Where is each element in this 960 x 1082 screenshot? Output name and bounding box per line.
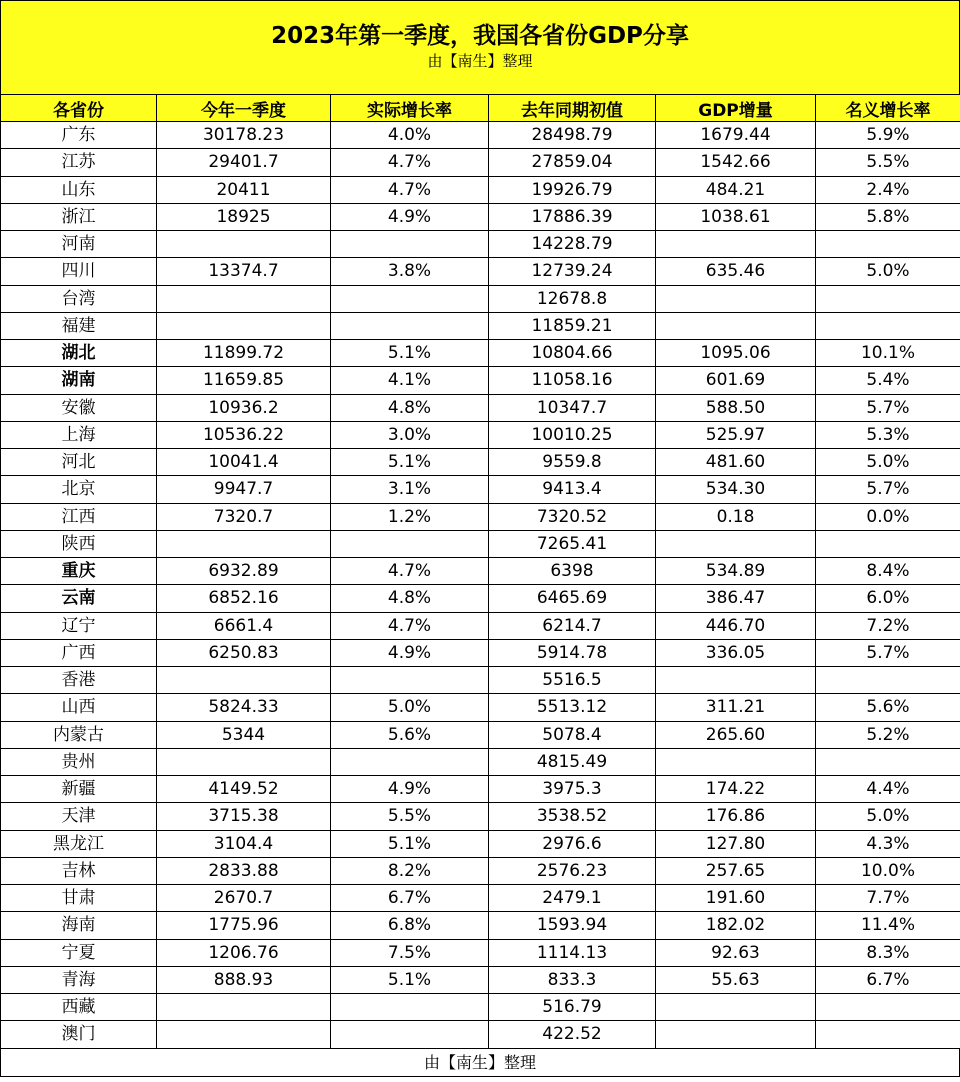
table-row bbox=[1, 748, 960, 775]
real-growth-cell bbox=[331, 994, 489, 1021]
gdp-increase-cell bbox=[656, 1021, 816, 1048]
real-growth-cell: 6.7% bbox=[331, 885, 489, 912]
province-cell: 新疆 bbox=[1, 776, 157, 803]
nominal-growth-cell: 5.4% bbox=[816, 367, 960, 394]
table-row bbox=[1, 122, 960, 149]
province-cell: 江苏 bbox=[1, 149, 157, 176]
table-row bbox=[1, 776, 960, 803]
real-growth-cell bbox=[331, 667, 489, 694]
q1-gdp-cell bbox=[157, 748, 331, 775]
real-growth-cell: 5.1% bbox=[331, 449, 489, 476]
gdp-increase-cell bbox=[656, 231, 816, 258]
province-cell: 青海 bbox=[1, 966, 157, 993]
gdp-increase-cell: 601.69 bbox=[656, 367, 816, 394]
table-row bbox=[1, 149, 960, 176]
real-growth-cell: 3.8% bbox=[331, 258, 489, 285]
real-growth-cell: 5.1% bbox=[331, 340, 489, 367]
q1-gdp-cell: 2670.7 bbox=[157, 885, 331, 912]
real-growth-cell: 5.1% bbox=[331, 966, 489, 993]
province-cell: 澳门 bbox=[1, 1021, 157, 1048]
prev-year-cell: 9413.4 bbox=[489, 476, 656, 503]
nominal-growth-cell: 5.7% bbox=[816, 639, 960, 666]
q1-gdp-cell: 888.93 bbox=[157, 966, 331, 993]
nominal-growth-cell bbox=[816, 1021, 960, 1048]
real-growth-cell: 7.5% bbox=[331, 939, 489, 966]
prev-year-cell: 10804.66 bbox=[489, 340, 656, 367]
prev-year-cell: 10010.25 bbox=[489, 421, 656, 448]
real-growth-cell: 5.6% bbox=[331, 721, 489, 748]
province-cell: 广东 bbox=[1, 122, 157, 149]
prev-year-cell: 6465.69 bbox=[489, 585, 656, 612]
prev-year-cell: 11058.16 bbox=[489, 367, 656, 394]
column-header-real-growth: 实际增长率 bbox=[331, 95, 489, 122]
province-cell: 安徽 bbox=[1, 394, 157, 421]
nominal-growth-cell: 11.4% bbox=[816, 912, 960, 939]
prev-year-cell: 14228.79 bbox=[489, 231, 656, 258]
nominal-growth-cell bbox=[816, 231, 960, 258]
real-growth-cell: 5.0% bbox=[331, 694, 489, 721]
q1-gdp-cell: 11899.72 bbox=[157, 340, 331, 367]
real-growth-cell: 6.8% bbox=[331, 912, 489, 939]
table-row bbox=[1, 612, 960, 639]
q1-gdp-cell: 10041.4 bbox=[157, 449, 331, 476]
nominal-growth-cell: 5.7% bbox=[816, 394, 960, 421]
real-growth-cell bbox=[331, 1021, 489, 1048]
real-growth-cell: 1.2% bbox=[331, 503, 489, 530]
gdp-increase-cell: 55.63 bbox=[656, 966, 816, 993]
q1-gdp-cell: 6661.4 bbox=[157, 612, 331, 639]
q1-gdp-cell: 2833.88 bbox=[157, 857, 331, 884]
prev-year-cell: 3538.52 bbox=[489, 803, 656, 830]
gdp-increase-cell: 1095.06 bbox=[656, 340, 816, 367]
province-cell: 湖北 bbox=[1, 340, 157, 367]
province-cell: 上海 bbox=[1, 421, 157, 448]
page-title: 2023年第一季度，我国各省份GDP分享 bbox=[271, 23, 689, 49]
column-header-q1: 今年一季度 bbox=[157, 95, 331, 122]
gdp-increase-cell: 182.02 bbox=[656, 912, 816, 939]
q1-gdp-cell: 1206.76 bbox=[157, 939, 331, 966]
gdp-increase-cell: 534.89 bbox=[656, 558, 816, 585]
q1-gdp-cell: 10936.2 bbox=[157, 394, 331, 421]
prev-year-cell: 17886.39 bbox=[489, 203, 656, 230]
q1-gdp-cell: 4149.52 bbox=[157, 776, 331, 803]
real-growth-cell: 4.9% bbox=[331, 203, 489, 230]
gdp-increase-cell bbox=[656, 994, 816, 1021]
prev-year-cell: 6398 bbox=[489, 558, 656, 585]
table-row bbox=[1, 285, 960, 312]
nominal-growth-cell: 7.7% bbox=[816, 885, 960, 912]
table-row bbox=[1, 803, 960, 830]
q1-gdp-cell: 11659.85 bbox=[157, 367, 331, 394]
real-growth-cell bbox=[331, 530, 489, 557]
nominal-growth-cell: 5.7% bbox=[816, 476, 960, 503]
prev-year-cell: 5516.5 bbox=[489, 667, 656, 694]
nominal-growth-cell: 8.3% bbox=[816, 939, 960, 966]
real-growth-cell: 4.8% bbox=[331, 585, 489, 612]
real-growth-cell bbox=[331, 285, 489, 312]
province-cell: 四川 bbox=[1, 258, 157, 285]
gdp-increase-cell: 127.80 bbox=[656, 830, 816, 857]
real-growth-cell: 3.1% bbox=[331, 476, 489, 503]
q1-gdp-cell: 7320.7 bbox=[157, 503, 331, 530]
column-header-gdp-increase: GDP增量 bbox=[656, 95, 816, 122]
prev-year-cell: 28498.79 bbox=[489, 122, 656, 149]
province-cell: 海南 bbox=[1, 912, 157, 939]
nominal-growth-cell: 2.4% bbox=[816, 176, 960, 203]
gdp-increase-cell: 311.21 bbox=[656, 694, 816, 721]
gdp-increase-cell: 257.65 bbox=[656, 857, 816, 884]
nominal-growth-cell: 5.5% bbox=[816, 149, 960, 176]
prev-year-cell: 2576.23 bbox=[489, 857, 656, 884]
q1-gdp-cell: 6852.16 bbox=[157, 585, 331, 612]
prev-year-cell: 12739.24 bbox=[489, 258, 656, 285]
table-row bbox=[1, 639, 960, 666]
province-cell: 黑龙江 bbox=[1, 830, 157, 857]
prev-year-cell: 12678.8 bbox=[489, 285, 656, 312]
nominal-growth-cell bbox=[816, 748, 960, 775]
table-row bbox=[1, 939, 960, 966]
province-cell: 云南 bbox=[1, 585, 157, 612]
table-row bbox=[1, 558, 960, 585]
gdp-increase-cell: 176.86 bbox=[656, 803, 816, 830]
prev-year-cell: 422.52 bbox=[489, 1021, 656, 1048]
table-row bbox=[1, 721, 960, 748]
real-growth-cell: 3.0% bbox=[331, 421, 489, 448]
nominal-growth-cell bbox=[816, 285, 960, 312]
nominal-growth-cell: 4.4% bbox=[816, 776, 960, 803]
prev-year-cell: 27859.04 bbox=[489, 149, 656, 176]
province-cell: 山西 bbox=[1, 694, 157, 721]
nominal-growth-cell: 5.3% bbox=[816, 421, 960, 448]
table-body bbox=[1, 122, 960, 1049]
table-row bbox=[1, 503, 960, 530]
q1-gdp-cell: 3104.4 bbox=[157, 830, 331, 857]
q1-gdp-cell bbox=[157, 285, 331, 312]
q1-gdp-cell bbox=[157, 231, 331, 258]
province-cell: 河南 bbox=[1, 231, 157, 258]
prev-year-cell: 1114.13 bbox=[489, 939, 656, 966]
footer-note: 由【南生】整理 bbox=[0, 1049, 960, 1077]
nominal-growth-cell bbox=[816, 312, 960, 339]
province-cell: 广西 bbox=[1, 639, 157, 666]
prev-year-cell: 2479.1 bbox=[489, 885, 656, 912]
prev-year-cell: 9559.8 bbox=[489, 449, 656, 476]
table-row bbox=[1, 340, 960, 367]
real-growth-cell bbox=[331, 312, 489, 339]
prev-year-cell: 19926.79 bbox=[489, 176, 656, 203]
prev-year-cell: 516.79 bbox=[489, 994, 656, 1021]
nominal-growth-cell: 6.0% bbox=[816, 585, 960, 612]
q1-gdp-cell bbox=[157, 312, 331, 339]
table-row bbox=[1, 312, 960, 339]
q1-gdp-cell: 13374.7 bbox=[157, 258, 331, 285]
gdp-increase-cell: 1542.66 bbox=[656, 149, 816, 176]
table-row bbox=[1, 231, 960, 258]
province-cell: 天津 bbox=[1, 803, 157, 830]
nominal-growth-cell: 4.3% bbox=[816, 830, 960, 857]
q1-gdp-cell: 6250.83 bbox=[157, 639, 331, 666]
gdp-increase-cell: 534.30 bbox=[656, 476, 816, 503]
nominal-growth-cell bbox=[816, 667, 960, 694]
nominal-growth-cell: 8.4% bbox=[816, 558, 960, 585]
q1-gdp-cell bbox=[157, 1021, 331, 1048]
prev-year-cell: 5914.78 bbox=[489, 639, 656, 666]
table-row bbox=[1, 912, 960, 939]
table-row bbox=[1, 585, 960, 612]
real-growth-cell: 4.7% bbox=[331, 558, 489, 585]
real-growth-cell: 5.1% bbox=[331, 830, 489, 857]
gdp-increase-cell: 1038.61 bbox=[656, 203, 816, 230]
nominal-growth-cell bbox=[816, 530, 960, 557]
table-row bbox=[1, 966, 960, 993]
column-header-prev-year: 去年同期初值 bbox=[489, 95, 656, 122]
page-subtitle: 由【南生】整理 bbox=[427, 52, 533, 70]
gdp-increase-cell: 92.63 bbox=[656, 939, 816, 966]
province-cell: 吉林 bbox=[1, 857, 157, 884]
table-row bbox=[1, 694, 960, 721]
table-row bbox=[1, 258, 960, 285]
province-cell: 北京 bbox=[1, 476, 157, 503]
q1-gdp-cell bbox=[157, 530, 331, 557]
column-header-province: 各省份 bbox=[1, 95, 157, 122]
prev-year-cell: 11859.21 bbox=[489, 312, 656, 339]
column-header-nominal-growth: 名义增长率 bbox=[816, 95, 960, 122]
province-cell: 甘肃 bbox=[1, 885, 157, 912]
real-growth-cell bbox=[331, 748, 489, 775]
table-row bbox=[1, 421, 960, 448]
province-cell: 山东 bbox=[1, 176, 157, 203]
nominal-growth-cell bbox=[816, 994, 960, 1021]
title-block bbox=[0, 0, 960, 94]
prev-year-cell: 2976.6 bbox=[489, 830, 656, 857]
nominal-growth-cell: 5.0% bbox=[816, 449, 960, 476]
table-row bbox=[1, 476, 960, 503]
gdp-increase-cell: 191.60 bbox=[656, 885, 816, 912]
table-row bbox=[1, 530, 960, 557]
gdp-increase-cell: 336.05 bbox=[656, 639, 816, 666]
table-row bbox=[1, 367, 960, 394]
prev-year-cell: 10347.7 bbox=[489, 394, 656, 421]
prev-year-cell: 5078.4 bbox=[489, 721, 656, 748]
gdp-increase-cell: 481.60 bbox=[656, 449, 816, 476]
gdp-increase-cell bbox=[656, 748, 816, 775]
prev-year-cell: 833.3 bbox=[489, 966, 656, 993]
gdp-increase-cell: 635.46 bbox=[656, 258, 816, 285]
prev-year-cell: 4815.49 bbox=[489, 748, 656, 775]
province-cell: 湖南 bbox=[1, 367, 157, 394]
gdp-increase-cell: 1679.44 bbox=[656, 122, 816, 149]
gdp-increase-cell bbox=[656, 285, 816, 312]
nominal-growth-cell: 7.2% bbox=[816, 612, 960, 639]
table-row bbox=[1, 885, 960, 912]
real-growth-cell: 4.8% bbox=[331, 394, 489, 421]
q1-gdp-cell bbox=[157, 667, 331, 694]
prev-year-cell: 5513.12 bbox=[489, 694, 656, 721]
real-growth-cell: 8.2% bbox=[331, 857, 489, 884]
prev-year-cell: 7265.41 bbox=[489, 530, 656, 557]
gdp-increase-cell: 484.21 bbox=[656, 176, 816, 203]
q1-gdp-cell: 5824.33 bbox=[157, 694, 331, 721]
q1-gdp-cell: 10536.22 bbox=[157, 421, 331, 448]
nominal-growth-cell: 5.0% bbox=[816, 258, 960, 285]
province-cell: 内蒙古 bbox=[1, 721, 157, 748]
table-row bbox=[1, 994, 960, 1021]
prev-year-cell: 1593.94 bbox=[489, 912, 656, 939]
prev-year-cell: 7320.52 bbox=[489, 503, 656, 530]
nominal-growth-cell: 5.0% bbox=[816, 803, 960, 830]
province-cell: 陕西 bbox=[1, 530, 157, 557]
gdp-increase-cell bbox=[656, 530, 816, 557]
gdp-increase-cell: 174.22 bbox=[656, 776, 816, 803]
q1-gdp-cell: 9947.7 bbox=[157, 476, 331, 503]
nominal-growth-cell: 0.0% bbox=[816, 503, 960, 530]
gdp-increase-cell: 0.18 bbox=[656, 503, 816, 530]
province-cell: 西藏 bbox=[1, 994, 157, 1021]
province-cell: 贵州 bbox=[1, 748, 157, 775]
q1-gdp-cell: 1775.96 bbox=[157, 912, 331, 939]
q1-gdp-cell: 5344 bbox=[157, 721, 331, 748]
real-growth-cell: 4.1% bbox=[331, 367, 489, 394]
nominal-growth-cell: 5.8% bbox=[816, 203, 960, 230]
table-row bbox=[1, 1021, 960, 1048]
province-cell: 浙江 bbox=[1, 203, 157, 230]
q1-gdp-cell: 3715.38 bbox=[157, 803, 331, 830]
real-growth-cell: 4.9% bbox=[331, 776, 489, 803]
province-cell: 辽宁 bbox=[1, 612, 157, 639]
real-growth-cell: 4.7% bbox=[331, 176, 489, 203]
nominal-growth-cell: 6.7% bbox=[816, 966, 960, 993]
table-row bbox=[1, 830, 960, 857]
prev-year-cell: 3975.3 bbox=[489, 776, 656, 803]
gdp-increase-cell: 525.97 bbox=[656, 421, 816, 448]
table-row bbox=[1, 667, 960, 694]
q1-gdp-cell: 29401.7 bbox=[157, 149, 331, 176]
nominal-growth-cell: 5.6% bbox=[816, 694, 960, 721]
q1-gdp-cell bbox=[157, 994, 331, 1021]
gdp-increase-cell: 386.47 bbox=[656, 585, 816, 612]
gdp-increase-cell bbox=[656, 312, 816, 339]
province-cell: 台湾 bbox=[1, 285, 157, 312]
province-cell: 宁夏 bbox=[1, 939, 157, 966]
q1-gdp-cell: 20411 bbox=[157, 176, 331, 203]
q1-gdp-cell: 6932.89 bbox=[157, 558, 331, 585]
nominal-growth-cell: 10.0% bbox=[816, 857, 960, 884]
prev-year-cell: 6214.7 bbox=[489, 612, 656, 639]
header-row bbox=[1, 95, 960, 122]
gdp-table bbox=[0, 94, 960, 1049]
nominal-growth-cell: 5.2% bbox=[816, 721, 960, 748]
q1-gdp-cell: 18925 bbox=[157, 203, 331, 230]
province-cell: 香港 bbox=[1, 667, 157, 694]
gdp-increase-cell bbox=[656, 667, 816, 694]
real-growth-cell: 4.9% bbox=[331, 639, 489, 666]
gdp-increase-cell: 265.60 bbox=[656, 721, 816, 748]
gdp-increase-cell: 446.70 bbox=[656, 612, 816, 639]
gdp-increase-cell: 588.50 bbox=[656, 394, 816, 421]
province-cell: 重庆 bbox=[1, 558, 157, 585]
real-growth-cell: 4.7% bbox=[331, 149, 489, 176]
table-row bbox=[1, 176, 960, 203]
nominal-growth-cell: 10.1% bbox=[816, 340, 960, 367]
province-cell: 河北 bbox=[1, 449, 157, 476]
province-cell: 江西 bbox=[1, 503, 157, 530]
real-growth-cell bbox=[331, 231, 489, 258]
table-row bbox=[1, 394, 960, 421]
real-growth-cell: 4.0% bbox=[331, 122, 489, 149]
table-row bbox=[1, 857, 960, 884]
real-growth-cell: 4.7% bbox=[331, 612, 489, 639]
table-row bbox=[1, 449, 960, 476]
real-growth-cell: 5.5% bbox=[331, 803, 489, 830]
q1-gdp-cell: 30178.23 bbox=[157, 122, 331, 149]
nominal-growth-cell: 5.9% bbox=[816, 122, 960, 149]
province-cell: 福建 bbox=[1, 312, 157, 339]
table-row bbox=[1, 203, 960, 230]
